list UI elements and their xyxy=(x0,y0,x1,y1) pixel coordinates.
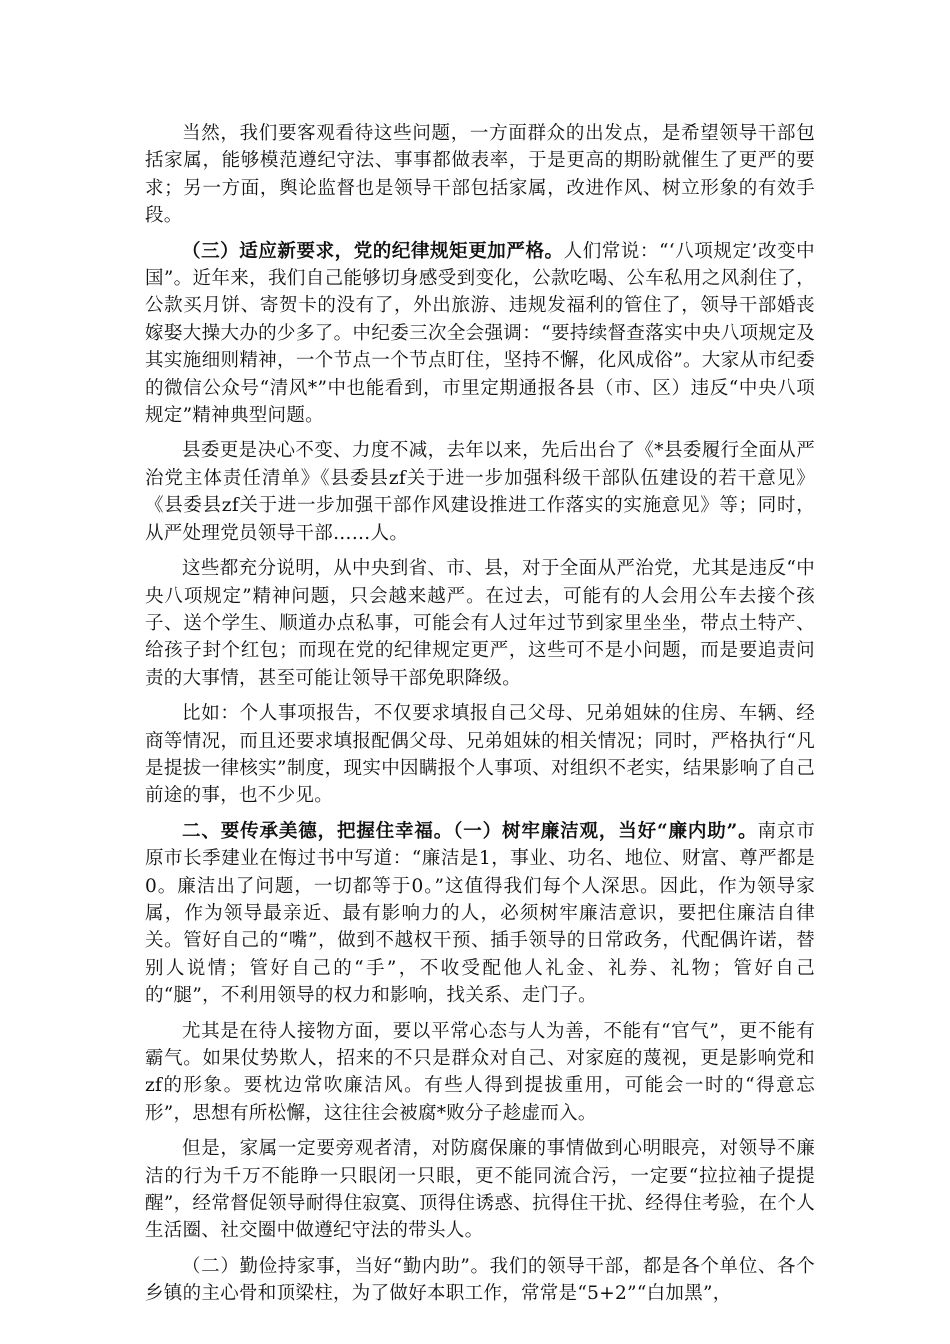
paragraph-3-text: 县委更是决心不变、力度不减，去年以来，先后出台了《*县委履行全面从严治党主体责任清单》《县委县zf关于进一步加强科级干部队伍建设的若干意见》《县委县zf关于进一步加强干部作风建设推进工作落实的实施意见》等；同时，从严处理党员领导干部……人。 xyxy=(145,440,815,544)
paragraph-1 xyxy=(145,120,815,230)
paragraph-4-text: 这些都充分说明，从中央到省、市、县，对于全面从严治党，尤其是违反“中央八项规定”精神问题，只会越来越严。在过去，可能有的人会用公车去接个孩子、送个学生、顺道办点私事，可能会有人过年过节到家里坐坐，带点土特产、给孩子封个红包；而现在党的纪律规定更严，这些可不是小问题，而是要追责问责的大事情，甚至可能让领导干部免职降级。 xyxy=(145,558,815,689)
paragraph-3 xyxy=(145,437,815,547)
section-heading-part-2: 二、要传承美德，把握住幸福。（一）树牢廉洁观，当好“廉内助”。 xyxy=(182,820,758,842)
paragraph-6 xyxy=(145,818,815,1010)
document-page xyxy=(145,120,815,1316)
paragraph-5 xyxy=(145,700,815,810)
paragraph-7 xyxy=(145,1018,815,1128)
paragraph-9 xyxy=(145,1253,815,1308)
paragraph-6-text: 南京市原市长季建业在悔过书中写道：“廉洁是1，事业、功名、地位、财富、尊严都是0。廉洁出了问题，一切都等于0。”这值得我们每个人深思。因此，作为领导家属，作为领导最亲近、最有影响力的人，必须树牢廉洁意识，要把住廉洁自律关。管好自己的“嘴”，做到不越权干预、插手领导的日常政务，代配偶许诺，替别人说情；管好自己的“手”，不收受配他人礼金、礼券、礼物；管好自己的“腿”，不利用领导的权力和影响，找关系、走门子。 xyxy=(145,820,815,1007)
section-heading-3: （三）适应新要求，党的纪律规矩更加严格。 xyxy=(182,240,564,262)
paragraph-8 xyxy=(145,1135,815,1245)
paragraph-2 xyxy=(145,238,815,430)
paragraph-2-text: 人们常说：“‘八项规定’改变中国”。近年来，我们自己能够切身感受到变化，公款吃喝、公车私用之风刹住了，公款买月饼、寄贺卡的没有了，外出旅游、违规发福利的管住了，领导干部婚丧嫁娶大操大办的少多了。中纪委三次全会强调：“要持续督查落实中央八项规定及其实施细则精神，一个节点一个节点盯住，坚持不懈，化风成俗”。大家从市纪委的微信公众号“清风*”中也能看到，市里定期通报各县（市、区）违反“中央八项规定”精神典型问题。 xyxy=(145,240,815,427)
paragraph-7-text: 尤其是在待人接物方面，要以平常心态与人为善，不能有“官气”，更不能有霸气。如果仗势欺人，招来的不只是群众对自己、对家庭的蔑视，更是影响党和zf的形象。要枕边常吹廉洁风。有些人得到提拔重用，可能会一时的“得意忘形”，思想有所松懈，这往往会被腐*败分子趁虚而入。 xyxy=(145,1020,815,1124)
paragraph-4 xyxy=(145,555,815,692)
paragraph-1-text: 当然，我们要客观看待这些问题，一方面群众的出发点，是希望领导干部包括家属，能够模范遵纪守法、事事都做表率，于是更高的期盼就催生了更严的要求；另一方面，舆论监督也是领导干部包括家属，改进作风、树立形象的有效手段。 xyxy=(145,123,815,227)
paragraph-5-text: 比如：个人事项报告，不仅要求填报自己父母、兄弟姐妹的住房、车辆、经商等情况，而且还要求填报配偶父母、兄弟姐妹的相关情况；同时，严格执行“凡是提拔一律核实”制度，现实中因瞒报个人事项、对组织不老实，结果影响了自己前途的事，也不少见。 xyxy=(145,703,815,807)
paragraph-9-text: （二）勤俭持家事，当好“勤内助”。我们的领导干部，都是各个单位、各个乡镇的主心骨和顶梁柱，为了做好本职工作，常常是“5+2”“白加黑”， xyxy=(145,1255,815,1305)
paragraph-8-text: 但是，家属一定要旁观者清，对防腐保廉的事情做到心明眼亮，对领导不廉洁的行为千万不能睁一只眼闭一只眼，更不能同流合污，一定要“拉拉袖子提提醒”，经常督促领导耐得住寂寞、顶得住诱惑、抗得住干扰、经得住考验，在个人生活圈、社交圈中做遵纪守法的带头人。 xyxy=(145,1138,815,1242)
